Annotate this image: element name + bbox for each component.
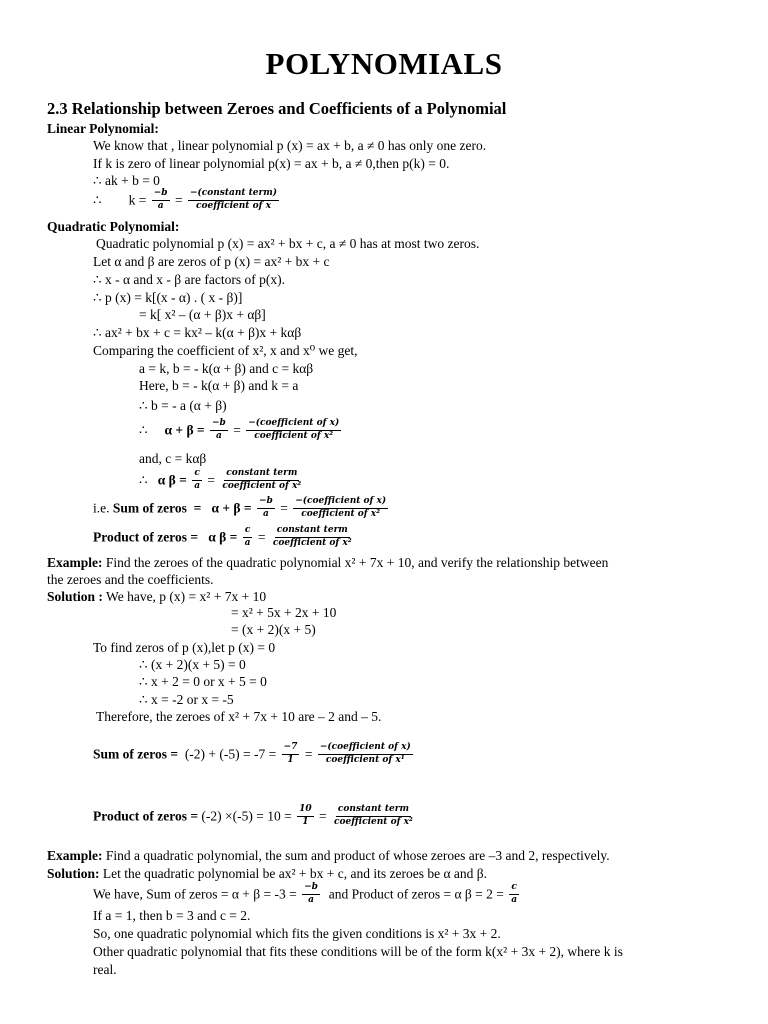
example-2-line-5: real.	[93, 962, 117, 977]
example-2-line-3: So, one quadratic polynomial which fits the given conditions is x² + 3x + 2.	[93, 926, 501, 941]
page-title: POLYNOMIALS	[265, 46, 503, 81]
example-1-solution-line-1: Solution : We have, p (x) = x² + 7x + 10	[47, 589, 267, 604]
example-1-product-of-zeros: Product of zeros = (-2) ×(-5) = 10 = $\frac{10}{1}$ = $\frac{\text{constant term}}{\text{coefficient of x²}}$	[93, 804, 413, 827]
example-1-statement: Example: Find the zeroes of the quadratic polynomial x² + 7x + 10, and verify the relationship between	[47, 555, 609, 570]
quadratic-line-3: ∴ x - α and x - β are factors of p(x).	[93, 272, 285, 287]
example-1-sum-of-zeros: Sum of zeros = (-2) + (-5) = -7 = $\frac{-7}{1}$ = $\frac{\text{−(coefficient of x)}}{\text{coefficient of x¹}}$	[93, 742, 411, 765]
product-of-roots-formula: ∴ α β = $\frac{c}{a}$ = $\frac{\text{constant term}}{\text{coefficient of x²}}$	[139, 468, 302, 491]
quadratic-line-10: ∴ b = - a (α + β)	[139, 398, 227, 413]
example-1-solution-line-4: To find zeros of p (x),let p (x) = 0	[93, 640, 276, 655]
quadratic-line-5: = k[ x² – (α + β)x + αβ]	[139, 307, 266, 322]
example-2-line-1: We have, Sum of zeros = α + β = -3 = $\frac{-b}{a}$ and Product of zeros = α β = 2 = $\frac{c}{a}$	[93, 882, 518, 905]
fraction-constant-over-coefficient: $\frac{\text{−(constant term)}}{\text{coefficient of x}}$	[189, 188, 278, 211]
quadratic-line-2: Let α and β are zeros of p (x) = ax² + bx + c	[93, 254, 330, 269]
example-2-line-4: Other quadratic polynomial that fits these conditions will be of the form k(x² + 3x + 2), where k is	[93, 944, 623, 959]
example-1-solution-line-2: = x² + 5x + 2x + 10	[231, 605, 337, 620]
quadratic-line-7: Comparing the coefficient of x², x and x⁰ we get,	[93, 343, 358, 358]
sum-of-roots-formula: ∴ α + β = $\frac{-b}{a}$ = $\frac{\text{−(coefficient of x)}}{\text{coefficient of x²}}$	[139, 418, 340, 441]
linear-line-3: ∴ ak + b = 0	[93, 173, 160, 188]
sum-of-zeros-summary: i.e. Sum of zeros = α + β = $\frac{-b}{a}$ = $\frac{\text{−(coefficient of x)}}{\text{coefficient of x²}}$	[93, 496, 387, 519]
example-1-solution-line-8: Therefore, the zeroes of x² + 7x + 10 are – 2 and – 5.	[96, 709, 382, 724]
example-2-statement: Example: Find a quadratic polynomial, the sum and product of whose zeroes are –3 and 2, respectively.	[47, 848, 610, 863]
linear-heading: Linear Polynomial:	[47, 121, 159, 136]
section-heading: 2.3 Relationship between Zeroes and Coefficients of a Polynomial	[47, 99, 507, 118]
example-1-solution-line-6: ∴ x + 2 = 0 or x + 5 = 0	[139, 674, 267, 689]
product-of-zeros-summary: Product of zeros = α β = $\frac{c}{a}$ = $\frac{\text{constant term}}{\text{coefficient of x²}}$	[93, 525, 352, 548]
example-1-solution-line-7: ∴ x = -2 or x = -5	[139, 692, 234, 707]
example-1-solution-line-3: = (x + 2)(x + 5)	[231, 622, 316, 637]
quadratic-line-9: Here, b = - k(α + β) and k = a	[139, 378, 299, 393]
linear-line-2: If k is zero of linear polynomial p(x) = ax + b, a ≠ 0,then p(k) = 0.	[93, 156, 450, 171]
quadratic-heading: Quadratic Polynomial:	[47, 219, 180, 234]
quadratic-line-4: ∴ p (x) = k[(x - α) . ( x - β)]	[93, 290, 243, 305]
example-1-statement-cont: the zeroes and the coefficients.	[47, 572, 214, 587]
k-lhs: k =	[128, 192, 147, 208]
quadratic-line-1: Quadratic polynomial p (x) = ax² + bx + c, a ≠ 0 has at most two zeros.	[96, 236, 480, 251]
quadratic-line-12: and, c = kαβ	[139, 451, 207, 466]
linear-k-formula: ∴ k = $\frac{-b}{a}$ = $\frac{\text{−(constant term)}}{\text{coefficient of x}}$	[93, 188, 278, 211]
fraction-neg-b-over-a: $\frac{-b}{a}$	[153, 188, 168, 211]
quadratic-line-6: ∴ ax² + bx + c = kx² – k(α + β)x + kαβ	[93, 325, 302, 340]
quadratic-line-8: a = k, b = - k(α + β) and c = kαβ	[139, 361, 314, 376]
therefore-symbol: ∴	[93, 192, 102, 208]
example-1-solution-line-5: ∴ (x + 2)(x + 5) = 0	[139, 657, 246, 672]
example-2-solution: Solution: Let the quadratic polynomial be ax² + bx + c, and its zeroes be α and β.	[47, 866, 488, 881]
linear-line-1: We know that , linear polynomial p (x) = ax + b, a ≠ 0 has only one zero.	[93, 138, 487, 153]
example-2-line-2: If a = 1, then b = 3 and c = 2.	[93, 908, 251, 923]
